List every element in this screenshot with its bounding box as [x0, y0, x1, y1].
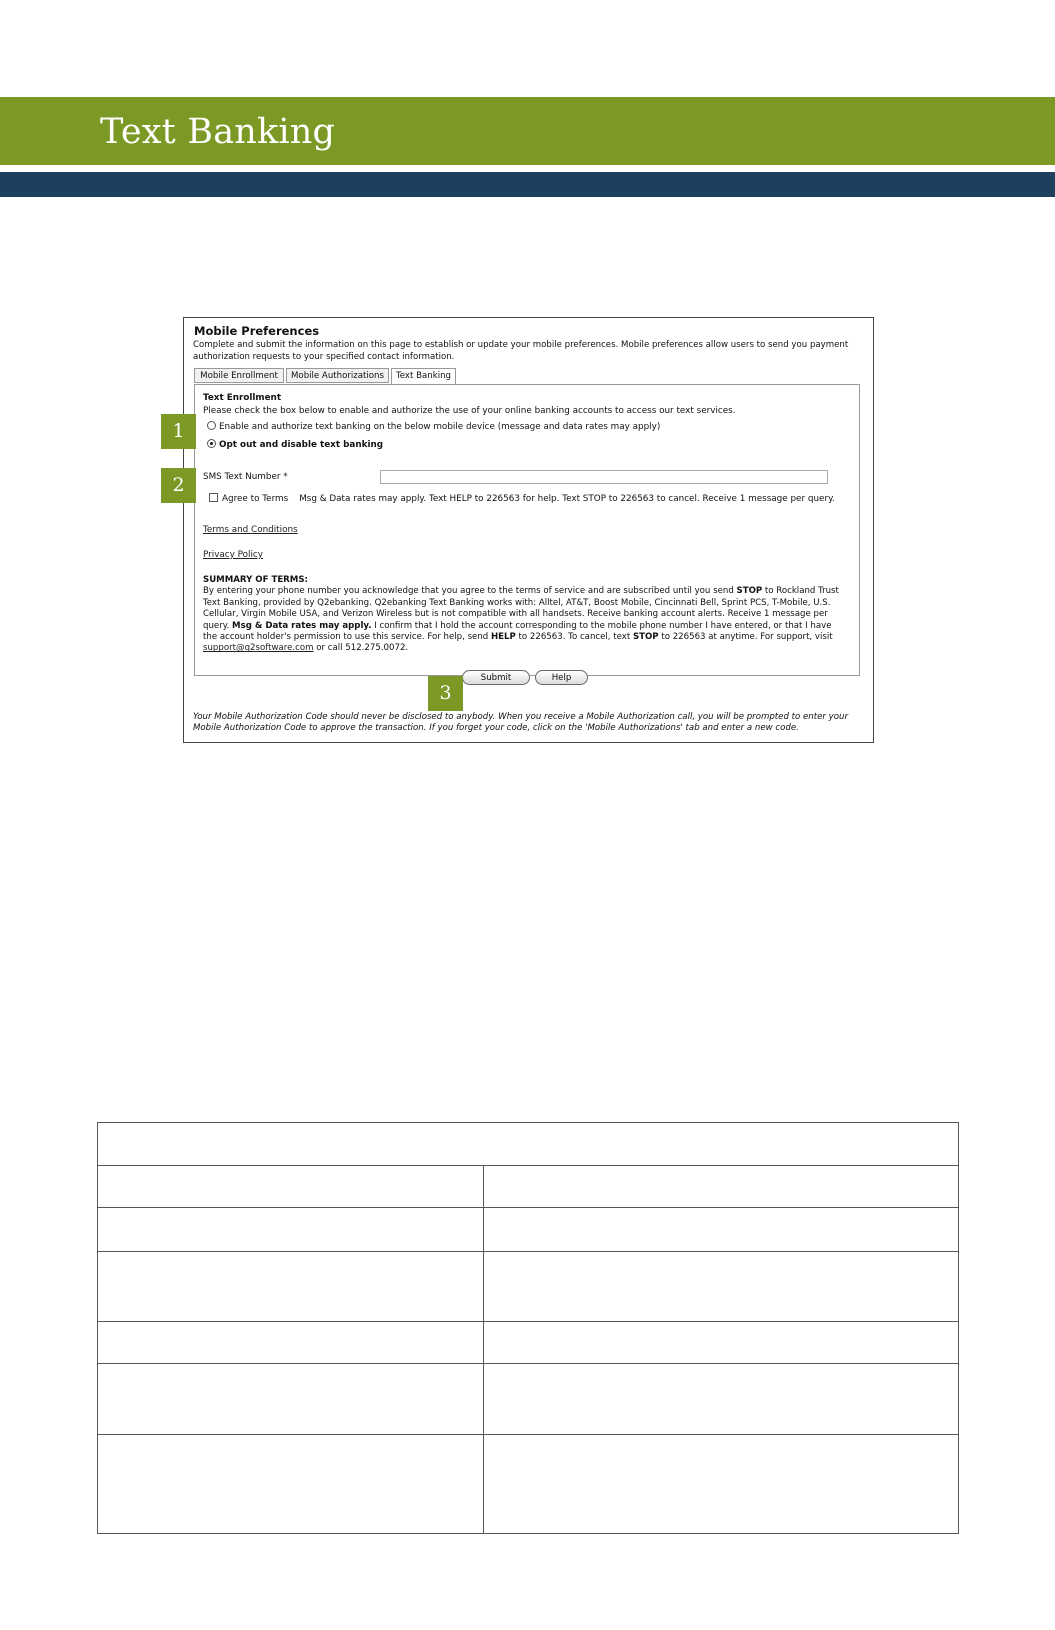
agree-terms-row [209, 493, 835, 505]
summary-of-terms [203, 575, 843, 655]
summary-text: By entering your phone number you acknowledge that you agree to the terms of service and are subscribed until you send STOP to Rockland Trust Text Banking, provided by Q2ebanking. Q2ebanking Text Banking works with: Alltel, AT&T, Boost Mobile, Cincinnati Bell, Sprint PCS, T-Mobile, U.S. Cellular, Virgin Mobile USA, and Verizon Wireless but is not compatible with all handsets. Receive banking account alerts. Receive 1 message per query. Msg & Data rates may apply. I confirm that I hold the account corresponding to the mobile phone number I have entered, or that I have the account holder's permission to use this service. For help, send HELP to 226563. To cancel, text STOP to 226563 at anytime. For support, visit support@q2software.com or call 512.275.0072. [203, 586, 839, 654]
sms-number-label: SMS Text Number * [203, 472, 288, 482]
callout-marker-3: 3 [428, 676, 463, 711]
radio-button-selected[interactable] [207, 439, 216, 448]
agree-terms-checkbox[interactable] [209, 493, 218, 502]
enrollment-heading: Text Enrollment [203, 393, 282, 403]
authorization-code-note: Your Mobile Authorization Code should never be disclosed to anybody. When you receive a Mobile Authorization call, you will be prompted to enter your Mobile Authorization Code to approve the transaction. If you forget your code, click on the 'Mobile Authorizations' tab and enter a new code. [193, 712, 848, 734]
privacy-link[interactable]: Privacy Policy [203, 550, 263, 560]
panel-description: Complete and submit the information on this page to establish or update your mobile preferences. Mobile preferences allow users to send you payment authorization requests to your specified contact information. [193, 340, 849, 362]
callout-marker-1: 1 [161, 414, 196, 449]
terms-link[interactable]: Terms and Conditions [203, 525, 298, 535]
empty-table [97, 1122, 959, 1534]
callout-marker-2: 2 [161, 468, 196, 503]
summary-heading: SUMMARY OF TERMS: [203, 575, 308, 585]
tab-mobile-enrollment[interactable]: Mobile Enrollment [194, 368, 284, 383]
sms-number-input[interactable] [380, 470, 828, 484]
agree-terms-label: Agree to Terms [222, 494, 289, 504]
support-email-link[interactable]: support@q2software.com [203, 643, 314, 654]
page-title: Text Banking [100, 112, 336, 152]
text-banking-panel [194, 384, 860, 676]
mobile-preferences-screenshot [183, 317, 874, 743]
submit-button[interactable]: Submit [462, 670, 530, 685]
radio-button[interactable] [207, 421, 216, 430]
radio-label: Enable and authorize text banking on the below mobile device (message and data rates may apply) [219, 422, 661, 432]
help-button[interactable]: Help [535, 670, 588, 685]
tab-mobile-authorizations[interactable]: Mobile Authorizations [286, 368, 389, 383]
radio-label: Opt out and disable text banking [219, 440, 384, 450]
enrollment-instructions: Please check the box below to enable and authorize the use of your online banking accounts to access our text services. [203, 406, 736, 416]
radio-opt-out[interactable] [207, 439, 383, 451]
panel-title: Mobile Preferences [194, 324, 320, 338]
header-stripe [0, 172, 1055, 197]
tab-text-banking[interactable]: Text Banking [391, 368, 456, 385]
agree-terms-note: Msg & Data rates may apply. Text HELP to 226563 for help. Text STOP to 226563 to cancel. Receive 1 message per query. [299, 494, 835, 504]
radio-enable-text-banking[interactable] [207, 421, 660, 433]
